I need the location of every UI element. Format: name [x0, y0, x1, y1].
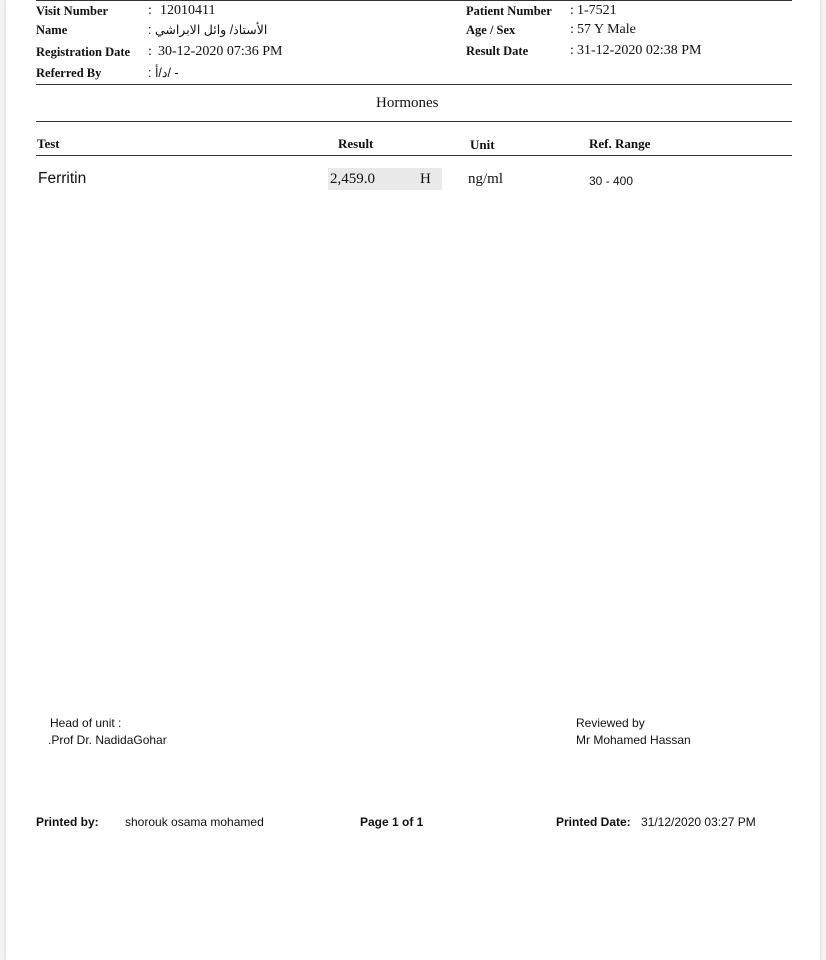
column-header-ref-range: Ref. Range: [589, 136, 651, 151]
reviewed-by-name: Mr Mohamed Hassan: [576, 733, 691, 747]
name-label: Name: [36, 23, 68, 37]
visit-number-label: Visit Number: [36, 4, 109, 18]
result-date-label: Result Date: [466, 44, 529, 58]
section-divider: [36, 121, 792, 122]
printed-date-value: 31/12/2020 03:27 PM: [641, 815, 756, 829]
reference-range: 30 - 400: [589, 174, 634, 188]
printed-by-label: Printed by:: [36, 815, 99, 829]
column-header-test: Test: [37, 136, 60, 151]
section-title: Hormones: [376, 95, 439, 111]
result-date-value: 31-12-2020 02:38 PM: [577, 43, 702, 58]
patient-number-label: Patient Number: [466, 4, 552, 18]
name-value: الأستاذ/ وائل الابراشي :: [148, 23, 268, 37]
lab-report-page: [6, 0, 820, 960]
age-sex-sep: :: [570, 22, 574, 37]
reviewed-by-label: Reviewed by: [576, 716, 645, 730]
column-header-unit: Unit: [470, 137, 495, 152]
printed-date-label: Printed Date:: [556, 815, 631, 829]
result-flag: H: [420, 171, 431, 187]
referred-by-value: : د/أ/ -: [148, 66, 179, 80]
header-divider: [36, 84, 792, 85]
age-sex-label: Age / Sex: [466, 23, 516, 37]
result-date-sep: :: [570, 43, 574, 58]
registration-date-value: 30-12-2020 07:36 PM: [158, 44, 283, 59]
head-of-unit-label: Head of unit :: [50, 716, 122, 730]
column-header-result: Result: [338, 136, 374, 151]
registration-date-sep: :: [148, 44, 152, 59]
referred-by-label: Referred By: [36, 66, 102, 80]
head-of-unit-name: .Prof Dr. NadidaGohar: [48, 733, 167, 747]
age-sex-value: 57 Y Male: [577, 22, 636, 37]
table-header-divider: [36, 155, 792, 156]
visit-number-value: 12010411: [160, 3, 216, 18]
page-number: Page 1 of 1: [360, 815, 424, 829]
result-value: 2,459.0: [330, 171, 375, 187]
printed-by-value: shorouk osama mohamed: [125, 815, 264, 829]
test-name: Ferritin: [38, 170, 87, 187]
registration-date-label: Registration Date: [36, 45, 131, 59]
visit-number-sep: :: [148, 3, 152, 18]
patient-number-value: 1-7521: [577, 3, 617, 18]
patient-number-sep: :: [570, 3, 574, 18]
top-rule: [36, 0, 792, 1]
result-unit: ng/ml: [468, 171, 504, 187]
